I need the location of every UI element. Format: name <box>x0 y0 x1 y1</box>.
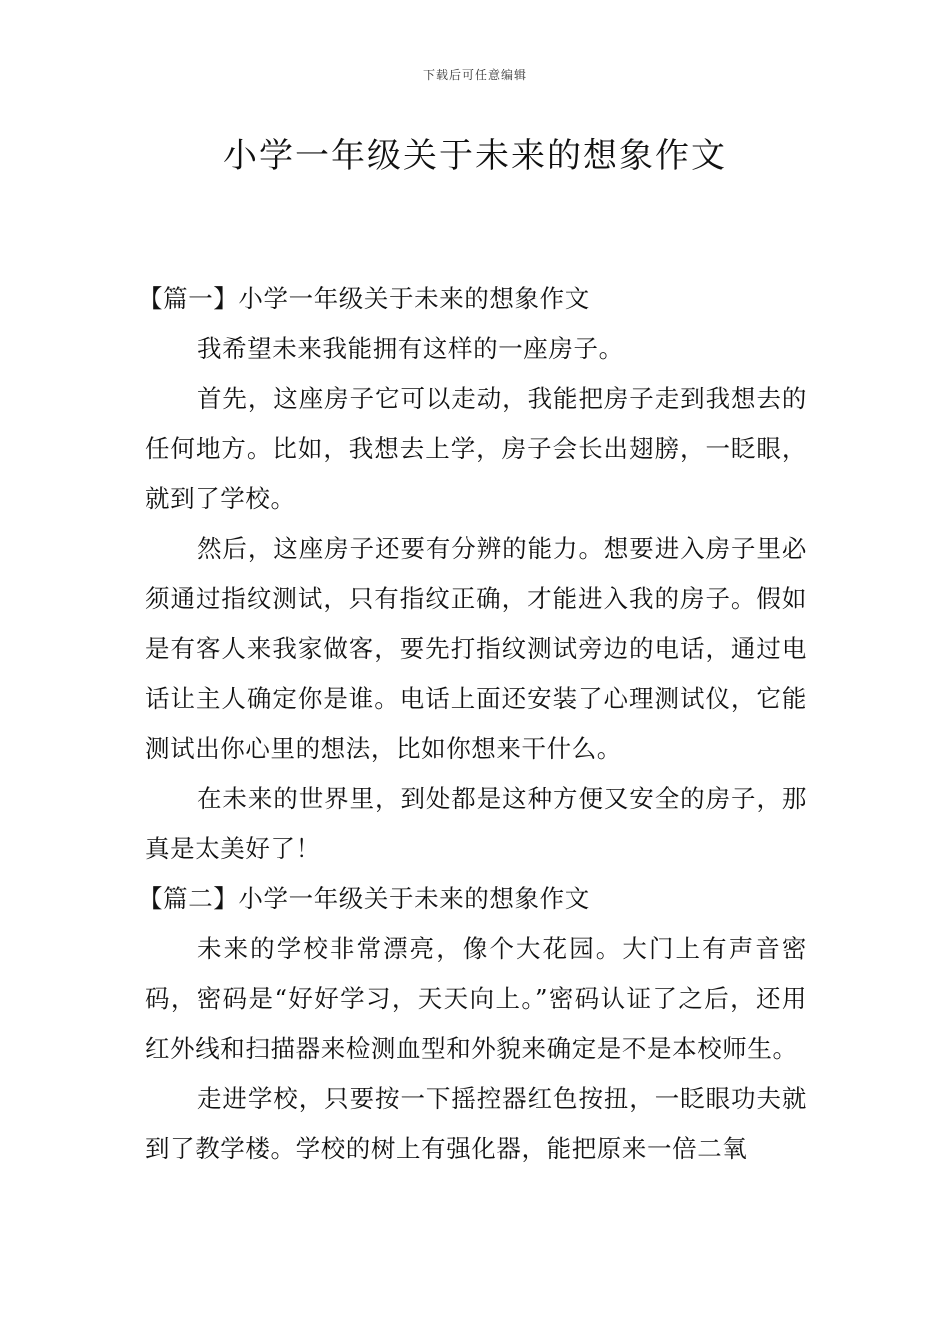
paragraph: 走进学校，只要按一下摇控器红色按扭，一眨眼功夫就到了教学楼。学校的树上有强化器，能把原来一倍二氧 <box>145 1084 807 1163</box>
section-heading-1: 【篇一】小学一年级关于未来的想象作文 <box>138 284 590 313</box>
section-heading-2: 【篇二】小学一年级关于未来的想象作文 <box>138 884 590 913</box>
paragraph: 首先，这座房子它可以走动，我能把房子走到我想去的任何地方。比如，我想去上学，房子会长出翅膀，一眨眼，就到了学校。 <box>145 384 807 513</box>
header-note: 下载后可任意编辑 <box>422 68 527 82</box>
paragraph: 然后，这座房子还要有分辨的能力。想要进入房子里必须通过指纹测试，只有指纹正确，才能进入我的房子。假如是有客人来我家做客，要先打指纹测试旁边的电话，通过电话让主人确定你是谁。电话上面还安装了心理测试仪，它能测试出你心里的想法，比如你想来干什么。 <box>145 534 807 763</box>
paragraph: 在未来的世界里，到处都是这种方便又安全的房子，那真是太美好了！ <box>145 784 807 863</box>
document-body <box>138 274 807 1174</box>
paragraph: 未来的学校非常漂亮，像个大花园。大门上有声音密码，密码是“好好学习，天天向上。”密码认证了之后，还用红外线和扫描器来检测血型和外貌来确定是不是本校师生。 <box>145 934 807 1063</box>
paragraph: 我希望未来我能拥有这样的一座房子。 <box>197 334 624 363</box>
document-title: 小学一年级关于未来的想象作文 <box>223 136 727 176</box>
